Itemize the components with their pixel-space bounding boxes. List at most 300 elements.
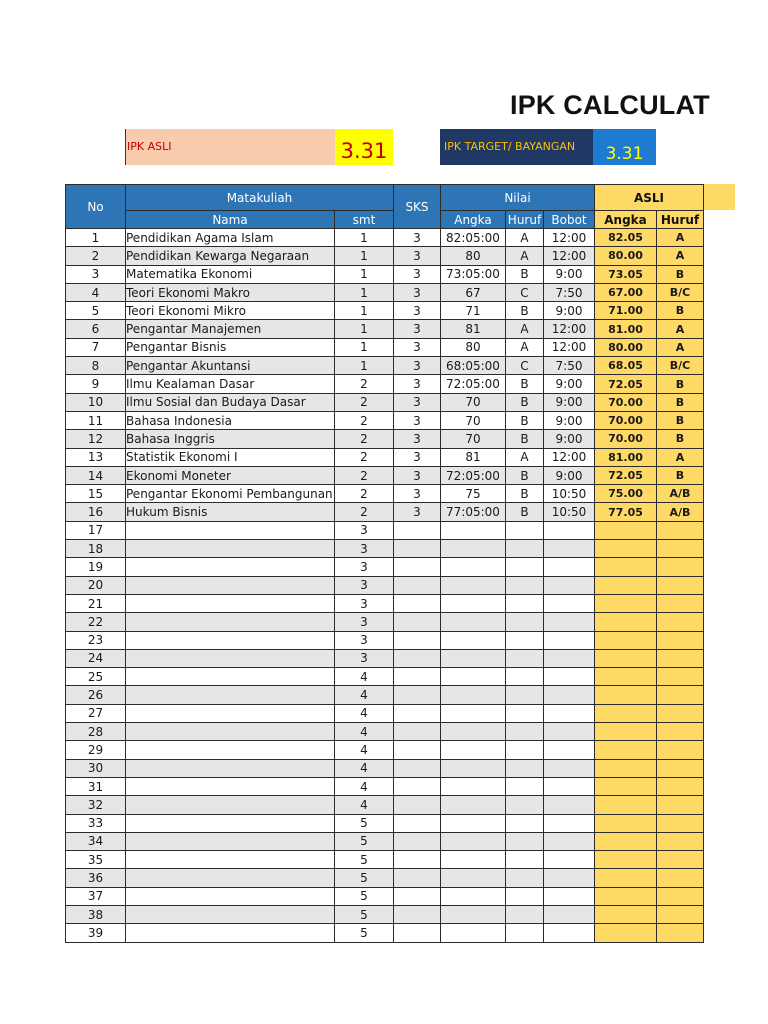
cell-huruf[interactable]: B [506, 503, 544, 521]
cell-nama[interactable] [126, 631, 335, 649]
cell-asli-angka[interactable] [595, 686, 657, 704]
cell-nama[interactable]: Pengantar Akuntansi [126, 357, 335, 375]
cell-angka[interactable]: 70 [441, 430, 506, 448]
cell-sks[interactable] [394, 887, 441, 905]
cell-no[interactable]: 31 [66, 777, 126, 795]
cell-angka[interactable] [441, 631, 506, 649]
cell-huruf[interactable]: B [506, 411, 544, 429]
cell-nama[interactable] [126, 832, 335, 850]
cell-asli-angka[interactable]: 81.00 [595, 448, 657, 466]
cell-huruf[interactable]: B [506, 265, 544, 283]
cell-asli-huruf[interactable] [657, 686, 704, 704]
cell-bobot[interactable] [544, 613, 595, 631]
cell-huruf[interactable]: C [506, 357, 544, 375]
cell-sks[interactable] [394, 869, 441, 887]
cell-sks[interactable] [394, 631, 441, 649]
cell-asli-angka[interactable] [595, 521, 657, 539]
cell-sks[interactable]: 3 [394, 338, 441, 356]
cell-nama[interactable]: Ekonomi Moneter [126, 466, 335, 484]
cell-nama[interactable]: Pendidikan Kewarga Negaraan [126, 247, 335, 265]
cell-asli-angka[interactable] [595, 777, 657, 795]
cell-bobot[interactable]: 9:00 [544, 302, 595, 320]
cell-angka[interactable] [441, 576, 506, 594]
cell-nama[interactable] [126, 613, 335, 631]
cell-nama[interactable] [126, 796, 335, 814]
cell-no[interactable]: 26 [66, 686, 126, 704]
cell-no[interactable]: 4 [66, 283, 126, 301]
cell-asli-huruf[interactable] [657, 576, 704, 594]
cell-asli-angka[interactable]: 72.05 [595, 375, 657, 393]
cell-bobot[interactable] [544, 558, 595, 576]
cell-sks[interactable]: 3 [394, 503, 441, 521]
cell-smt[interactable]: 2 [335, 430, 394, 448]
cell-asli-huruf[interactable]: B [657, 411, 704, 429]
cell-huruf[interactable] [506, 814, 544, 832]
cell-no[interactable]: 11 [66, 411, 126, 429]
cell-sks[interactable] [394, 540, 441, 558]
cell-angka[interactable] [441, 521, 506, 539]
cell-no[interactable]: 8 [66, 357, 126, 375]
cell-bobot[interactable] [544, 777, 595, 795]
cell-nama[interactable]: Ilmu Kealaman Dasar [126, 375, 335, 393]
cell-nama[interactable]: Bahasa Indonesia [126, 411, 335, 429]
cell-nama[interactable]: Teori Ekonomi Makro [126, 283, 335, 301]
cell-asli-angka[interactable]: 80.00 [595, 338, 657, 356]
cell-asli-angka[interactable]: 77.05 [595, 503, 657, 521]
cell-no[interactable]: 38 [66, 905, 126, 923]
cell-asli-angka[interactable] [595, 905, 657, 923]
cell-bobot[interactable]: 12:00 [544, 229, 595, 247]
cell-smt[interactable]: 5 [335, 851, 394, 869]
cell-asli-angka[interactable] [595, 924, 657, 942]
cell-smt[interactable]: 5 [335, 905, 394, 923]
cell-asli-angka[interactable]: 72.05 [595, 466, 657, 484]
cell-no[interactable]: 16 [66, 503, 126, 521]
cell-smt[interactable]: 4 [335, 796, 394, 814]
cell-nama[interactable]: Pengantar Manajemen [126, 320, 335, 338]
cell-asli-angka[interactable]: 70.00 [595, 430, 657, 448]
cell-sks[interactable]: 3 [394, 320, 441, 338]
cell-asli-huruf[interactable]: B [657, 430, 704, 448]
cell-angka[interactable] [441, 594, 506, 612]
cell-angka[interactable]: 70 [441, 393, 506, 411]
cell-nama[interactable]: Matematika Ekonomi [126, 265, 335, 283]
cell-smt[interactable]: 2 [335, 485, 394, 503]
cell-smt[interactable]: 4 [335, 741, 394, 759]
cell-bobot[interactable]: 9:00 [544, 466, 595, 484]
cell-sks[interactable] [394, 576, 441, 594]
cell-no[interactable]: 10 [66, 393, 126, 411]
cell-no[interactable]: 33 [66, 814, 126, 832]
cell-nama[interactable]: Hukum Bisnis [126, 503, 335, 521]
cell-bobot[interactable]: 9:00 [544, 375, 595, 393]
cell-smt[interactable]: 3 [335, 558, 394, 576]
cell-huruf[interactable]: B [506, 393, 544, 411]
cell-huruf[interactable]: A [506, 338, 544, 356]
cell-asli-angka[interactable] [595, 668, 657, 686]
cell-huruf[interactable] [506, 777, 544, 795]
cell-asli-angka[interactable] [595, 576, 657, 594]
cell-bobot[interactable] [544, 796, 595, 814]
cell-huruf[interactable] [506, 759, 544, 777]
cell-asli-angka[interactable] [595, 540, 657, 558]
cell-nama[interactable] [126, 741, 335, 759]
cell-asli-angka[interactable] [595, 869, 657, 887]
cell-asli-huruf[interactable]: A/B [657, 485, 704, 503]
cell-sks[interactable] [394, 723, 441, 741]
cell-no[interactable]: 17 [66, 521, 126, 539]
cell-asli-huruf[interactable] [657, 741, 704, 759]
cell-no[interactable]: 29 [66, 741, 126, 759]
header-nilai[interactable]: Nilai [441, 185, 595, 211]
cell-angka[interactable]: 68:05:00 [441, 357, 506, 375]
cell-angka[interactable] [441, 796, 506, 814]
cell-bobot[interactable] [544, 704, 595, 722]
ipk-asli-value[interactable]: 3.31 [335, 129, 393, 165]
cell-asli-angka[interactable]: 70.00 [595, 393, 657, 411]
cell-asli-angka[interactable] [595, 649, 657, 667]
cell-smt[interactable]: 4 [335, 777, 394, 795]
cell-bobot[interactable]: 9:00 [544, 393, 595, 411]
cell-angka[interactable] [441, 887, 506, 905]
header-sks[interactable]: SKS [394, 185, 441, 229]
cell-smt[interactable]: 5 [335, 924, 394, 942]
cell-asli-angka[interactable] [595, 594, 657, 612]
cell-huruf[interactable]: B [506, 466, 544, 484]
cell-smt[interactable]: 3 [335, 613, 394, 631]
cell-smt[interactable]: 4 [335, 723, 394, 741]
cell-sks[interactable]: 3 [394, 375, 441, 393]
cell-asli-angka[interactable] [595, 851, 657, 869]
cell-nama[interactable] [126, 521, 335, 539]
cell-huruf[interactable] [506, 869, 544, 887]
cell-smt[interactable]: 5 [335, 814, 394, 832]
cell-huruf[interactable]: C [506, 283, 544, 301]
cell-angka[interactable]: 67 [441, 283, 506, 301]
cell-no[interactable]: 9 [66, 375, 126, 393]
cell-nama[interactable] [126, 887, 335, 905]
cell-nama[interactable]: Bahasa Inggris [126, 430, 335, 448]
cell-smt[interactable]: 1 [335, 357, 394, 375]
cell-angka[interactable] [441, 869, 506, 887]
header-huruf[interactable]: Huruf [506, 211, 544, 229]
header-asli-huruf[interactable]: Huruf [657, 211, 704, 229]
cell-asli-huruf[interactable] [657, 704, 704, 722]
cell-no[interactable]: 12 [66, 430, 126, 448]
cell-nama[interactable] [126, 924, 335, 942]
cell-huruf[interactable] [506, 631, 544, 649]
cell-angka[interactable]: 75 [441, 485, 506, 503]
header-asli-angka[interactable]: Angka [595, 211, 657, 229]
cell-nama[interactable] [126, 704, 335, 722]
cell-sks[interactable]: 3 [394, 448, 441, 466]
cell-smt[interactable]: 3 [335, 540, 394, 558]
cell-bobot[interactable] [544, 924, 595, 942]
cell-sks[interactable] [394, 796, 441, 814]
cell-bobot[interactable] [544, 686, 595, 704]
cell-sks[interactable] [394, 613, 441, 631]
cell-asli-huruf[interactable] [657, 521, 704, 539]
cell-sks[interactable]: 3 [394, 247, 441, 265]
cell-smt[interactable]: 1 [335, 229, 394, 247]
cell-asli-angka[interactable]: 70.00 [595, 411, 657, 429]
cell-huruf[interactable] [506, 576, 544, 594]
cell-asli-huruf[interactable] [657, 540, 704, 558]
cell-bobot[interactable] [544, 594, 595, 612]
cell-asli-huruf[interactable] [657, 777, 704, 795]
cell-no[interactable]: 6 [66, 320, 126, 338]
cell-bobot[interactable] [544, 869, 595, 887]
cell-asli-angka[interactable] [595, 613, 657, 631]
cell-huruf[interactable]: B [506, 375, 544, 393]
cell-smt[interactable]: 1 [335, 247, 394, 265]
cell-asli-huruf[interactable]: B/C [657, 357, 704, 375]
cell-smt[interactable]: 4 [335, 704, 394, 722]
cell-sks[interactable] [394, 558, 441, 576]
cell-huruf[interactable] [506, 649, 544, 667]
cell-nama[interactable] [126, 686, 335, 704]
cell-sks[interactable]: 3 [394, 411, 441, 429]
cell-asli-angka[interactable]: 71.00 [595, 302, 657, 320]
cell-smt[interactable]: 1 [335, 265, 394, 283]
cell-sks[interactable] [394, 777, 441, 795]
cell-asli-angka[interactable]: 81.00 [595, 320, 657, 338]
cell-smt[interactable]: 5 [335, 869, 394, 887]
cell-nama[interactable] [126, 869, 335, 887]
cell-smt[interactable]: 1 [335, 283, 394, 301]
cell-angka[interactable] [441, 704, 506, 722]
cell-smt[interactable]: 4 [335, 686, 394, 704]
cell-asli-angka[interactable] [595, 814, 657, 832]
cell-asli-huruf[interactable] [657, 905, 704, 923]
cell-no[interactable]: 25 [66, 668, 126, 686]
cell-bobot[interactable] [544, 851, 595, 869]
cell-angka[interactable] [441, 686, 506, 704]
cell-bobot[interactable]: 7:50 [544, 357, 595, 375]
cell-angka[interactable]: 72:05:00 [441, 466, 506, 484]
cell-angka[interactable] [441, 558, 506, 576]
cell-huruf[interactable] [506, 741, 544, 759]
cell-asli-huruf[interactable] [657, 887, 704, 905]
cell-bobot[interactable] [544, 832, 595, 850]
cell-nama[interactable] [126, 851, 335, 869]
cell-asli-huruf[interactable] [657, 814, 704, 832]
cell-sks[interactable] [394, 832, 441, 850]
cell-asli-huruf[interactable]: A/B [657, 503, 704, 521]
cell-no[interactable]: 27 [66, 704, 126, 722]
cell-sks[interactable] [394, 741, 441, 759]
cell-huruf[interactable] [506, 832, 544, 850]
header-asli[interactable]: ASLI [595, 185, 704, 211]
cell-huruf[interactable]: B [506, 302, 544, 320]
cell-sks[interactable] [394, 686, 441, 704]
cell-huruf[interactable] [506, 723, 544, 741]
cell-asli-angka[interactable] [595, 887, 657, 905]
cell-no[interactable]: 18 [66, 540, 126, 558]
cell-sks[interactable] [394, 704, 441, 722]
cell-angka[interactable]: 81 [441, 320, 506, 338]
header-no[interactable]: No [66, 185, 126, 229]
cell-no[interactable]: 19 [66, 558, 126, 576]
cell-smt[interactable]: 5 [335, 832, 394, 850]
cell-sks[interactable]: 3 [394, 302, 441, 320]
cell-huruf[interactable] [506, 905, 544, 923]
cell-smt[interactable]: 3 [335, 631, 394, 649]
cell-huruf[interactable] [506, 887, 544, 905]
cell-smt[interactable]: 2 [335, 393, 394, 411]
header-nama[interactable]: Nama [126, 211, 335, 229]
cell-asli-huruf[interactable]: B/C [657, 283, 704, 301]
header-matakuliah[interactable]: Matakuliah [126, 185, 394, 211]
cell-angka[interactable]: 80 [441, 247, 506, 265]
cell-bobot[interactable]: 10:50 [544, 485, 595, 503]
cell-asli-angka[interactable] [595, 704, 657, 722]
cell-asli-angka[interactable] [595, 759, 657, 777]
cell-huruf[interactable]: A [506, 320, 544, 338]
cell-angka[interactable] [441, 832, 506, 850]
cell-huruf[interactable] [506, 686, 544, 704]
cell-no[interactable]: 37 [66, 887, 126, 905]
header-bobot[interactable]: Bobot [544, 211, 595, 229]
cell-no[interactable]: 5 [66, 302, 126, 320]
cell-no[interactable]: 14 [66, 466, 126, 484]
cell-nama[interactable]: Teori Ekonomi Mikro [126, 302, 335, 320]
cell-huruf[interactable] [506, 924, 544, 942]
cell-huruf[interactable] [506, 540, 544, 558]
cell-bobot[interactable] [544, 631, 595, 649]
cell-asli-huruf[interactable] [657, 869, 704, 887]
cell-bobot[interactable] [544, 649, 595, 667]
cell-no[interactable]: 7 [66, 338, 126, 356]
cell-huruf[interactable]: A [506, 229, 544, 247]
header-angka[interactable]: Angka [441, 211, 506, 229]
cell-nama[interactable] [126, 759, 335, 777]
cell-angka[interactable] [441, 777, 506, 795]
cell-asli-angka[interactable]: 82.05 [595, 229, 657, 247]
cell-angka[interactable] [441, 905, 506, 923]
cell-sks[interactable]: 3 [394, 357, 441, 375]
cell-bobot[interactable]: 9:00 [544, 411, 595, 429]
cell-asli-huruf[interactable] [657, 924, 704, 942]
cell-no[interactable]: 20 [66, 576, 126, 594]
cell-asli-angka[interactable]: 68.05 [595, 357, 657, 375]
cell-smt[interactable]: 2 [335, 448, 394, 466]
cell-sks[interactable] [394, 851, 441, 869]
cell-bobot[interactable] [544, 759, 595, 777]
cell-asli-huruf[interactable] [657, 759, 704, 777]
cell-asli-huruf[interactable]: B [657, 466, 704, 484]
cell-huruf[interactable] [506, 668, 544, 686]
cell-bobot[interactable]: 7:50 [544, 283, 595, 301]
cell-nama[interactable]: Pengantar Ekonomi Pembangunan [126, 485, 335, 503]
cell-sks[interactable]: 3 [394, 265, 441, 283]
cell-asli-huruf[interactable] [657, 796, 704, 814]
cell-bobot[interactable] [544, 521, 595, 539]
cell-nama[interactable] [126, 594, 335, 612]
cell-no[interactable]: 36 [66, 869, 126, 887]
cell-asli-huruf[interactable]: A [657, 229, 704, 247]
cell-angka[interactable]: 81 [441, 448, 506, 466]
cell-bobot[interactable]: 10:50 [544, 503, 595, 521]
cell-nama[interactable] [126, 540, 335, 558]
header-smt[interactable]: smt [335, 211, 394, 229]
cell-bobot[interactable] [544, 887, 595, 905]
cell-smt[interactable]: 3 [335, 576, 394, 594]
cell-asli-huruf[interactable]: A [657, 320, 704, 338]
cell-asli-angka[interactable] [595, 832, 657, 850]
cell-asli-huruf[interactable]: A [657, 448, 704, 466]
cell-angka[interactable] [441, 741, 506, 759]
cell-no[interactable]: 30 [66, 759, 126, 777]
cell-bobot[interactable] [544, 814, 595, 832]
cell-no[interactable]: 22 [66, 613, 126, 631]
cell-sks[interactable]: 3 [394, 229, 441, 247]
cell-smt[interactable]: 3 [335, 649, 394, 667]
cell-angka[interactable]: 80 [441, 338, 506, 356]
cell-huruf[interactable] [506, 613, 544, 631]
cell-asli-huruf[interactable] [657, 613, 704, 631]
cell-angka[interactable] [441, 613, 506, 631]
cell-bobot[interactable]: 12:00 [544, 247, 595, 265]
cell-smt[interactable]: 2 [335, 375, 394, 393]
cell-bobot[interactable] [544, 668, 595, 686]
cell-asli-angka[interactable] [595, 723, 657, 741]
ipk-target-value[interactable]: 3.31 [593, 129, 656, 165]
cell-bobot[interactable]: 9:00 [544, 430, 595, 448]
cell-no[interactable]: 32 [66, 796, 126, 814]
cell-huruf[interactable] [506, 594, 544, 612]
cell-no[interactable]: 2 [66, 247, 126, 265]
cell-asli-huruf[interactable] [657, 649, 704, 667]
cell-angka[interactable] [441, 924, 506, 942]
cell-nama[interactable] [126, 668, 335, 686]
cell-nama[interactable] [126, 905, 335, 923]
cell-smt[interactable]: 2 [335, 411, 394, 429]
cell-sks[interactable] [394, 521, 441, 539]
cell-angka[interactable] [441, 649, 506, 667]
cell-angka[interactable] [441, 814, 506, 832]
cell-no[interactable]: 28 [66, 723, 126, 741]
cell-huruf[interactable] [506, 521, 544, 539]
cell-angka[interactable]: 82:05:00 [441, 229, 506, 247]
cell-sks[interactable]: 3 [394, 466, 441, 484]
cell-sks[interactable]: 3 [394, 283, 441, 301]
cell-smt[interactable]: 1 [335, 320, 394, 338]
cell-asli-angka[interactable]: 67.00 [595, 283, 657, 301]
cell-smt[interactable]: 1 [335, 338, 394, 356]
cell-angka[interactable]: 73:05:00 [441, 265, 506, 283]
cell-nama[interactable]: Statistik Ekonomi I [126, 448, 335, 466]
cell-smt[interactable]: 2 [335, 466, 394, 484]
cell-nama[interactable] [126, 814, 335, 832]
cell-asli-huruf[interactable] [657, 723, 704, 741]
cell-asli-huruf[interactable] [657, 631, 704, 649]
cell-angka[interactable]: 71 [441, 302, 506, 320]
cell-sks[interactable]: 3 [394, 430, 441, 448]
cell-asli-huruf[interactable] [657, 832, 704, 850]
cell-nama[interactable] [126, 558, 335, 576]
cell-huruf[interactable] [506, 558, 544, 576]
cell-angka[interactable] [441, 540, 506, 558]
cell-huruf[interactable]: A [506, 247, 544, 265]
cell-huruf[interactable]: B [506, 485, 544, 503]
cell-smt[interactable]: 2 [335, 503, 394, 521]
cell-sks[interactable] [394, 594, 441, 612]
cell-no[interactable]: 24 [66, 649, 126, 667]
cell-smt[interactable]: 1 [335, 302, 394, 320]
cell-huruf[interactable]: B [506, 430, 544, 448]
cell-angka[interactable]: 72:05:00 [441, 375, 506, 393]
